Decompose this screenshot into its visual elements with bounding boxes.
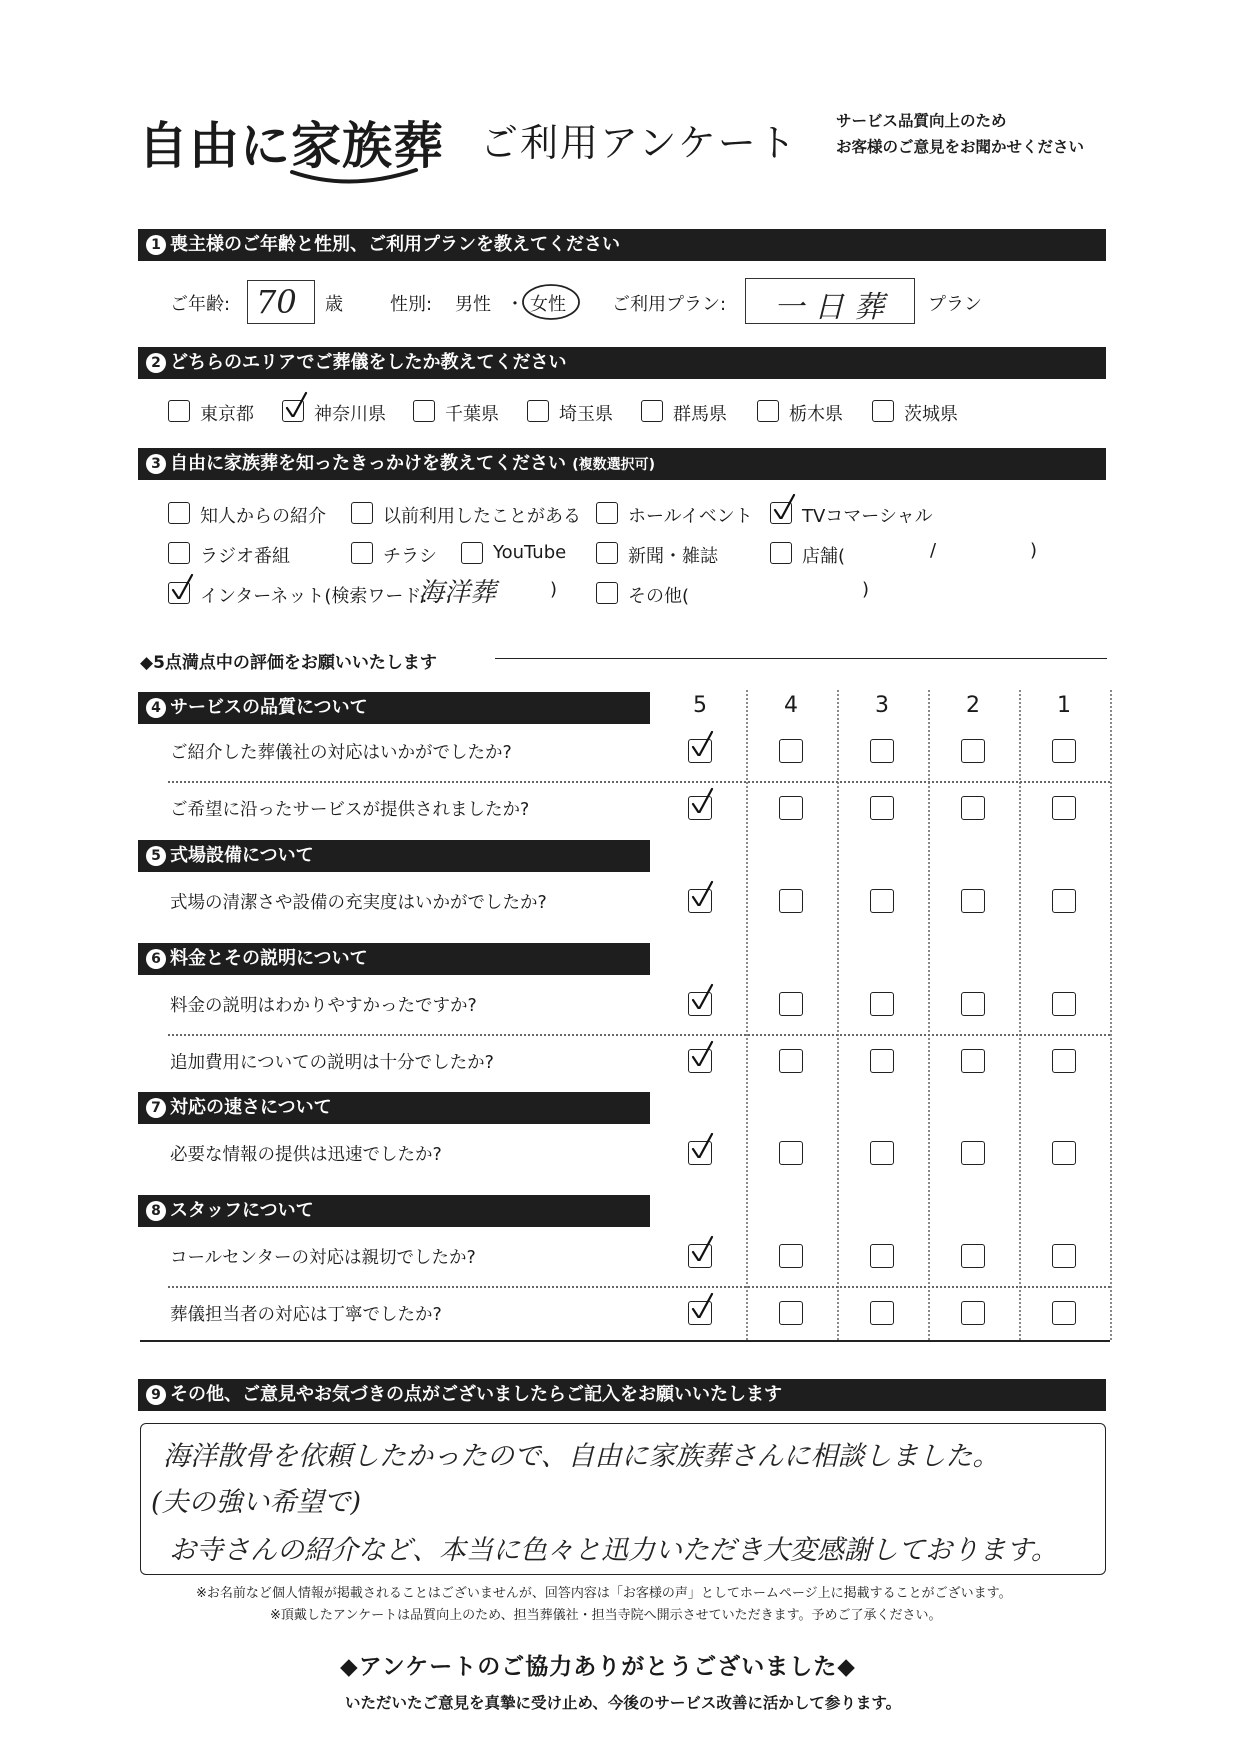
q3-number: 3 [146,454,166,474]
area-label-3: 埼玉県 [559,404,613,425]
rating-checkbox-3[interactable] [870,739,894,763]
source-label-6: YouTube [493,542,567,563]
internet-close: ) [550,579,558,600]
rating-checkbox-4[interactable] [779,889,803,913]
source-label-10: その他( [628,586,690,607]
rating-grid-bottom-rule [140,1340,1110,1342]
store-slash: / [930,540,937,561]
rating-question: ご希望に沿ったサービスが提供されましたか? [170,800,530,820]
area-checkbox-3[interactable] [527,400,549,422]
check-mark-icon [690,880,714,906]
source-checkbox-1[interactable] [351,502,373,524]
rating-question: 料金の説明はわかりやすかったですか? [170,996,477,1016]
source-label-5: チラシ [383,546,437,567]
source-checkbox-0[interactable] [168,502,190,524]
tagline [836,108,1084,160]
q2-heading-bar [138,347,1106,379]
area-checkbox-4[interactable] [641,400,663,422]
privacy-note-1: ※お名前など個人情報が掲載されることはございませんが、回答内容は「お客様の声」としてホームページ上に掲載することがございます。 [196,1586,1012,1601]
rating-checkbox-2[interactable] [961,889,985,913]
rating-checkbox-3[interactable] [870,889,894,913]
rating-checkbox-3[interactable] [870,1141,894,1165]
source-checkbox-3[interactable] [770,502,792,524]
rating-checkbox-3[interactable] [870,1049,894,1073]
rating-checkbox-2[interactable] [961,1141,985,1165]
rating-checkbox-1[interactable] [1052,1301,1076,1325]
rating-checkbox-2[interactable] [961,739,985,763]
rating-checkbox-3[interactable] [870,796,894,820]
rating-section-heading: 対応の速さについて [170,1097,332,1118]
gender-selected-circle-icon [520,282,582,322]
rating-checkbox-1[interactable] [1052,739,1076,763]
area-checkbox-5[interactable] [757,400,779,422]
scale-label-4: 4 [784,693,798,718]
area-checkbox-0[interactable] [168,400,190,422]
rating-checkbox-5[interactable] [688,889,712,913]
age-field[interactable] [247,280,315,324]
rating-checkbox-5[interactable] [688,796,712,820]
source-checkbox-5[interactable] [351,542,373,564]
rating-checkbox-4[interactable] [779,992,803,1016]
rating-section-number: 4 [146,698,166,718]
rating-checkbox-1[interactable] [1052,889,1076,913]
check-mark-icon [690,983,714,1009]
rating-checkbox-2[interactable] [961,1301,985,1325]
source-checkbox-2[interactable] [596,502,618,524]
area-label-1: 神奈川県 [314,404,386,425]
rating-section-number: 8 [146,1201,166,1221]
column-divider [837,690,839,1340]
source-label-0: 知人からの紹介 [200,506,326,527]
rating-section-number: 5 [146,846,166,866]
scale-label-2: 2 [966,693,980,718]
check-mark-icon [690,1292,714,1318]
source-label-8: 店舗( [802,546,846,567]
source-label-1: 以前利用したことがある [383,506,581,527]
q3-heading-bar [138,448,1106,480]
source-checkbox-4[interactable] [168,542,190,564]
age-value: 70 [256,283,297,321]
rating-section-number: 6 [146,949,166,969]
q1-heading-bar [138,229,1106,261]
plan-unit: プラン [928,294,982,315]
rating-section-heading: サービスの品質について [170,697,368,718]
source-label-9: インターネット(検索ワード: [200,586,428,607]
check-mark-icon [284,391,308,417]
rating-checkbox-5[interactable] [688,1049,712,1073]
tagline-line-2: お客様のご意見をお聞かせください [836,138,1085,156]
rating-question: コールセンターの対応は親切でしたか? [170,1248,476,1268]
source-label-4: ラジオ番組 [200,546,290,567]
check-mark-icon [170,573,194,599]
check-mark-icon [690,730,714,756]
rating-section-6-bar [138,943,650,975]
rating-intro: ◆5点満点中の評価をお願いいたします [140,653,437,673]
thanks-subtext: いただいたご意見を真摯に受け止め、今後のサービス改善に活かして参ります。 [345,1694,902,1712]
logo-swoosh-icon [290,166,420,188]
rating-checkbox-2[interactable] [961,796,985,820]
gender-separator: ・ [506,294,524,315]
rating-question: 葬儀担当者の対応は丁寧でしたか? [170,1305,442,1325]
rating-checkbox-5[interactable] [688,992,712,1016]
rating-checkbox-2[interactable] [961,1244,985,1268]
check-mark-icon [690,1235,714,1261]
privacy-note-2: ※頂戴したアンケートは品質向上のため、担当葬儀社・担当寺院へ開示させていただきます。予めご了承ください。 [270,1608,942,1623]
age-unit: 歳 [325,294,343,315]
q2-heading: どちらのエリアでご葬儀をしたか教えてください [170,352,567,373]
rating-section-8-bar [138,1195,650,1227]
rating-question: 式場の清潔さや設備の充実度はいかがでしたか? [170,893,547,913]
scale-label-3: 3 [875,693,889,718]
question-separator [168,1286,1110,1288]
rating-section-number: 7 [146,1098,166,1118]
rating-question: ご紹介した葬儀社の対応はいかがでしたか? [170,743,512,763]
source-label-3: TVコマーシャル [802,506,933,527]
search-word[interactable]: 海洋葬 [418,578,497,608]
source-checkbox-8[interactable] [770,542,792,564]
source-label-7: 新聞・雑誌 [628,546,718,567]
source-label-2: ホールイベント [628,506,753,527]
rating-intro-rule [495,658,1107,659]
area-label-4: 群馬県 [673,404,727,425]
rating-question: 追加費用についての説明は十分でしたか? [170,1053,494,1073]
tagline-line-1: サービス品質向上のため [836,112,1007,130]
source-checkbox-6[interactable] [461,542,483,564]
plan-value: 一日葬 [774,290,894,325]
gender-female-option[interactable]: 女性 [530,294,566,315]
comment-line-1: 海洋散骨を依頼したかったので、自由に家族葬さんに相談しました。 [163,1441,1000,1472]
rating-checkbox-3[interactable] [870,992,894,1016]
area-checkbox-6[interactable] [872,400,894,422]
q1-number: 1 [146,235,166,255]
rating-checkbox-5[interactable] [688,1141,712,1165]
rating-section-5-bar [138,840,650,872]
rating-checkbox-1[interactable] [1052,796,1076,820]
rating-checkbox-1[interactable] [1052,992,1076,1016]
rating-checkbox-5[interactable] [688,1244,712,1268]
rating-section-heading: スタッフについて [170,1200,314,1221]
logo: 自由に家族葬 [138,117,444,175]
area-checkbox-2[interactable] [413,400,435,422]
gender-male-option[interactable]: 男性 [455,294,491,315]
area-checkbox-1[interactable] [282,400,304,422]
rating-checkbox-4[interactable] [779,1244,803,1268]
column-divider [746,690,748,1340]
rating-checkbox-1[interactable] [1052,1141,1076,1165]
q3-heading: 自由に家族葬を知ったきっかけを教えてください [170,453,566,474]
rating-section-heading: 式場設備について [170,845,314,866]
rating-checkbox-4[interactable] [779,739,803,763]
rating-question: 必要な情報の提供は迅速でしたか? [170,1145,442,1165]
gender-label: 性別: [390,294,433,315]
rating-checkbox-4[interactable] [779,1141,803,1165]
q2-number: 2 [146,353,166,373]
q9-number: 9 [146,1385,166,1405]
document-title: ご利用アンケート [480,121,798,165]
q3-heading-note: (複数選択可) [572,457,656,473]
source-checkbox-9[interactable] [168,582,190,604]
rating-checkbox-4[interactable] [779,1301,803,1325]
area-label-2: 千葉県 [445,404,499,425]
column-divider [1110,690,1112,1340]
other-close: ) [862,579,870,600]
check-mark-icon [772,493,796,519]
thanks-heading: ◆アンケートのご協力ありがとうございました◆ [340,1654,856,1680]
rating-checkbox-5[interactable] [688,1301,712,1325]
area-label-5: 栃木県 [789,404,843,425]
store-close: ) [1030,540,1038,561]
rating-checkbox-2[interactable] [961,992,985,1016]
check-mark-icon [690,787,714,813]
rating-section-4-bar [138,692,650,724]
area-label-0: 東京都 [200,404,254,425]
comment-line-2: (夫の強い希望で) [151,1487,362,1518]
rating-checkbox-4[interactable] [779,1049,803,1073]
rating-section-7-bar [138,1092,650,1124]
question-separator [168,781,1110,783]
question-separator [168,1034,1110,1036]
column-divider [928,690,930,1340]
q9-heading: その他、ご意見やお気づきの点がございましたらご記入をお願いいたします [170,1384,782,1405]
comment-box[interactable] [140,1423,1106,1575]
check-mark-icon [690,1132,714,1158]
check-mark-icon [690,1040,714,1066]
rating-checkbox-1[interactable] [1052,1244,1076,1268]
plan-field[interactable] [745,278,915,324]
scale-label-1: 1 [1057,693,1071,718]
area-label-6: 茨城県 [904,404,958,425]
source-checkbox-7[interactable] [596,542,618,564]
rating-checkbox-5[interactable] [688,739,712,763]
comment-line-3: お寺さんの紹介など、本当に色々と迅力いただき大変感謝しております。 [169,1535,1058,1566]
rating-checkbox-4[interactable] [779,796,803,820]
scale-label-5: 5 [693,693,707,718]
q1-heading: 喪主様のご年齢と性別、ご利用プランを教えてください [170,234,620,255]
rating-section-heading: 料金とその説明について [170,948,368,969]
rating-checkbox-3[interactable] [870,1244,894,1268]
column-divider [1019,690,1021,1340]
rating-checkbox-1[interactable] [1052,1049,1076,1073]
rating-checkbox-3[interactable] [870,1301,894,1325]
source-checkbox-10[interactable] [596,582,618,604]
q9-heading-bar [138,1379,1106,1411]
age-label: ご年齢: [170,294,231,315]
rating-checkbox-2[interactable] [961,1049,985,1073]
plan-label: ご利用プラン: [612,294,727,315]
